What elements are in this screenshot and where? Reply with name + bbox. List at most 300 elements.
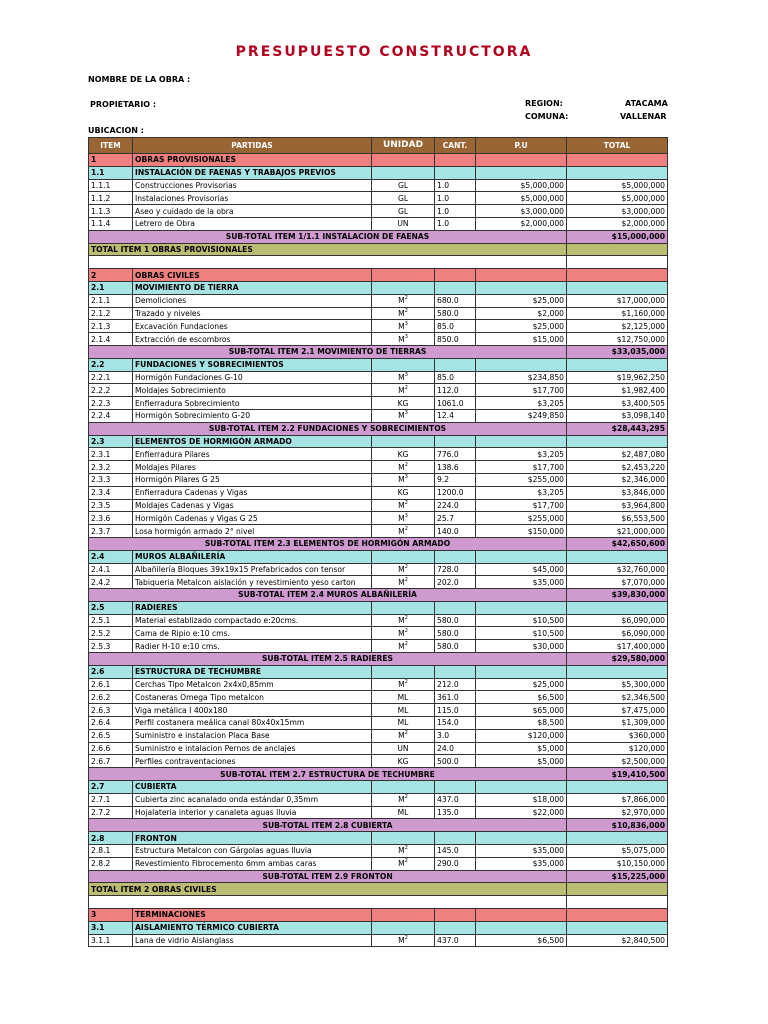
unit-price-cell: $234,850 (476, 371, 567, 384)
subtotal-label: SUB-TOTAL ITEM 1/1.1 INSTALACION DE FAENAS (89, 230, 567, 243)
total-cell: $17,400,000 (567, 640, 668, 653)
empty-cell (476, 665, 567, 678)
quantity-cell: 580.0 (435, 614, 476, 627)
item-cell: 2.6.7 (89, 755, 133, 768)
item-cell: 2.1.3 (89, 320, 133, 333)
quantity-cell: 9.2 (435, 473, 476, 486)
empty-cell (476, 281, 567, 294)
section-title: INSTALACIÓN DE FAENAS Y TRABAJOS PREVIOS (133, 166, 372, 179)
propietario-label: PROPIETARIO : (90, 100, 157, 109)
subtotal-label: SUB-TOTAL ITEM 2.3 ELEMENTOS DE HORMIGÓN ARMADO (89, 537, 567, 550)
table-row (89, 217, 668, 230)
total-cell: $3,846,000 (567, 486, 668, 499)
subtotal-label: SUB-TOTAL ITEM 2.9 FRONTON (89, 870, 567, 883)
total-cell: $19,962,250 (567, 371, 668, 384)
subtotal-label: SUB-TOTAL ITEM 2.2 FUNDACIONES Y SOBRECIMIENTOS (89, 422, 567, 435)
empty-cell (567, 281, 668, 294)
item-cell: 2.7.1 (89, 793, 133, 806)
unit-cell (372, 473, 435, 486)
item-cell: 2.6.1 (89, 678, 133, 691)
unit-text: M (398, 411, 405, 421)
total-amount (567, 243, 668, 256)
subtotal-label: SUB-TOTAL ITEM 2.5 RADIERES (89, 653, 567, 666)
item-cell: 2.3.1 (89, 448, 133, 461)
quantity-cell: 212.0 (435, 678, 476, 691)
total-cell: $6,090,000 (567, 614, 668, 627)
total-cell: $2,487,080 (567, 448, 668, 461)
unit-text: M (398, 462, 405, 472)
unit-price-cell: $65,000 (476, 704, 567, 717)
empty-cell (567, 358, 668, 371)
unit-text: M (398, 936, 405, 945)
quantity-cell: 580.0 (435, 627, 476, 640)
total-cell: $6,090,000 (567, 627, 668, 640)
unit-text: ML (397, 692, 409, 702)
col-header-unidad: UNIDAD (372, 138, 435, 154)
unit-exponent: 3 (404, 320, 408, 327)
partida-cell: Letrero de Obra (133, 217, 372, 230)
unit-text: M (398, 296, 405, 306)
quantity-cell: 112.0 (435, 384, 476, 397)
unit-price-cell: $5,000,000 (476, 192, 567, 205)
table-row (89, 294, 668, 307)
empty-cell (372, 909, 435, 922)
subtotal-label: SUB-TOTAL ITEM 2.1 MOVIMIENTO DE TIERRAS (89, 345, 567, 358)
unit-cell (372, 563, 435, 576)
section-number: 2.3 (89, 435, 133, 448)
item-cell: 1.1.4 (89, 217, 133, 230)
unit-text: UN (397, 744, 409, 754)
unit-price-cell: $5,000 (476, 742, 567, 755)
total-cell: $1,982,400 (567, 384, 668, 397)
unit-text: M (398, 372, 405, 382)
unit-price-cell: $3,205 (476, 397, 567, 410)
unit-price-cell: $2,000 (476, 307, 567, 320)
unit-text: M (398, 500, 405, 510)
unit-cell (372, 678, 435, 691)
table-row (89, 192, 668, 205)
quantity-cell: 85.0 (435, 320, 476, 333)
unit-exponent: 2 (404, 307, 408, 314)
partida-cell: Hormigón Pilares G 25 (133, 473, 372, 486)
unit-price-cell: $10,500 (476, 614, 567, 627)
total-cell: $2,125,000 (567, 320, 668, 333)
unit-price-cell: $3,205 (476, 448, 567, 461)
total-cell: $2,500,000 (567, 755, 668, 768)
subtotal-row (89, 819, 668, 832)
unit-exponent: 2 (404, 640, 408, 647)
subtotal-row (89, 537, 668, 550)
total-cell: $7,866,000 (567, 793, 668, 806)
quantity-cell: 1200.0 (435, 486, 476, 499)
unit-cell (372, 320, 435, 333)
unit-cell (372, 691, 435, 704)
unit-exponent: 2 (404, 794, 408, 801)
subtotal-row (89, 768, 668, 781)
empty-cell (372, 269, 435, 282)
unit-cell (372, 486, 435, 499)
table-row (89, 857, 668, 870)
item-cell: 2.8.1 (89, 845, 133, 858)
subsection-row (89, 281, 668, 294)
unit-cell (372, 217, 435, 230)
ubicacion-label: UBICACION : (88, 126, 144, 135)
col-header-partidas: PARTIDAS (133, 138, 372, 154)
item-cell: 2.2.1 (89, 371, 133, 384)
section-row (89, 154, 668, 167)
partida-cell: Enfierradura Cadenas y Vigas (133, 486, 372, 499)
subsection-row (89, 665, 668, 678)
section-number: 1 (89, 154, 133, 167)
empty-cell (476, 166, 567, 179)
unit-price-cell: $17,700 (476, 461, 567, 474)
section-number: 3.1 (89, 921, 133, 934)
unit-text: ML (397, 705, 409, 715)
unit-exponent: 3 (404, 333, 408, 340)
unit-text: M (398, 308, 405, 318)
unit-cell (372, 192, 435, 205)
section-row (89, 909, 668, 922)
section-number: 3 (89, 909, 133, 922)
unit-cell (372, 857, 435, 870)
empty-cell (435, 832, 476, 845)
table-row (89, 563, 668, 576)
partida-cell: Cerchas Tipo Metalcon 2x4x0,85mm (133, 678, 372, 691)
item-cell: 2.3.6 (89, 512, 133, 525)
item-cell: 2.4.2 (89, 576, 133, 589)
comuna-label: COMUNA: (525, 112, 569, 121)
section-title: MUROS ALBAÑILERÍA (133, 550, 372, 563)
blank-cell (89, 896, 567, 909)
partida-cell: Revestimiento Fibrocemento 6mm ambas caras (133, 857, 372, 870)
unit-text: M (398, 859, 405, 869)
empty-cell (435, 269, 476, 282)
quantity-cell: 140.0 (435, 525, 476, 538)
table-row (89, 179, 668, 192)
section-number: 2 (89, 269, 133, 282)
unit-text: GL (397, 206, 409, 216)
unit-cell (372, 576, 435, 589)
item-cell: 1.1.1 (89, 179, 133, 192)
table-row (89, 845, 668, 858)
subsection-row (89, 550, 668, 563)
unit-cell (372, 934, 435, 947)
subtotal-label: SUB-TOTAL ITEM 2.7 ESTRUCTURA DE TECHUMBRE (89, 768, 567, 781)
unit-exponent: 2 (404, 730, 408, 737)
partida-cell: Enfierradura Sobrecimiento (133, 397, 372, 410)
unit-price-cell: $3,000,000 (476, 205, 567, 218)
empty-cell (567, 550, 668, 563)
obra-label: NOMBRE DE LA OBRA : (88, 75, 191, 84)
unit-cell (372, 384, 435, 397)
empty-cell (567, 435, 668, 448)
quantity-cell: 25.7 (435, 512, 476, 525)
item-cell: 2.3.3 (89, 473, 133, 486)
quantity-cell: 138.6 (435, 461, 476, 474)
subsection-row (89, 435, 668, 448)
unit-cell (372, 525, 435, 538)
section-number: 1.1 (89, 166, 133, 179)
partida-cell: Lana de vidrio Aislanglass (133, 934, 372, 947)
subtotal-amount: $39,830,000 (567, 589, 668, 602)
item-cell: 2.5.1 (89, 614, 133, 627)
unit-price-cell: $255,000 (476, 512, 567, 525)
table-row (89, 640, 668, 653)
unit-price-cell: $17,700 (476, 499, 567, 512)
partida-cell: Instalaciones Provisorias (133, 192, 372, 205)
table-row (89, 729, 668, 742)
unit-price-cell: $25,000 (476, 294, 567, 307)
item-cell: 3.1.1 (89, 934, 133, 947)
empty-cell (372, 166, 435, 179)
subtotal-amount: $33,035,000 (567, 345, 668, 358)
unit-text: M (398, 680, 405, 690)
subtotal-amount: $42,650,600 (567, 537, 668, 550)
empty-cell (476, 435, 567, 448)
partida-cell: Trazado y niveles (133, 307, 372, 320)
subtotal-amount: $28,443,295 (567, 422, 668, 435)
item-cell: 2.8.2 (89, 857, 133, 870)
section-number: 2.1 (89, 281, 133, 294)
quantity-cell: 1.0 (435, 192, 476, 205)
table-row (89, 307, 668, 320)
partida-cell: Perfil costanera meálica canal 80x40x15mm (133, 717, 372, 730)
section-number: 2.8 (89, 832, 133, 845)
table-row (89, 717, 668, 730)
section-number: 2.4 (89, 550, 133, 563)
total-cell: $3,000,000 (567, 205, 668, 218)
partida-cell: Perfiles contraventaciones (133, 755, 372, 768)
total-cell: $2,453,220 (567, 461, 668, 474)
table-row (89, 525, 668, 538)
unit-price-cell: $22,000 (476, 806, 567, 819)
unit-cell (372, 806, 435, 819)
budget-table (88, 137, 668, 947)
unit-price-cell: $5,000 (476, 755, 567, 768)
item-cell: 2.1.2 (89, 307, 133, 320)
table-row (89, 512, 668, 525)
subtotal-row (89, 422, 668, 435)
quantity-cell: 1.0 (435, 179, 476, 192)
unit-cell (372, 614, 435, 627)
unit-text: M (398, 513, 405, 523)
unit-cell (372, 307, 435, 320)
table-row (89, 409, 668, 422)
item-cell: 2.5.3 (89, 640, 133, 653)
col-header-cant: CANT. (435, 138, 476, 154)
total-label: TOTAL ITEM 2 OBRAS CIVILES (89, 883, 567, 896)
quantity-cell: 202.0 (435, 576, 476, 589)
quantity-cell: 85.0 (435, 371, 476, 384)
empty-cell (567, 154, 668, 167)
empty-cell (435, 665, 476, 678)
unit-cell (372, 179, 435, 192)
empty-cell (567, 601, 668, 614)
empty-cell (435, 601, 476, 614)
unit-text: M (398, 628, 405, 638)
unit-text: M (398, 564, 405, 574)
partida-cell: Viga metálica I 400x180 (133, 704, 372, 717)
unit-text: M (398, 731, 405, 741)
subtotal-label: SUB-TOTAL ITEM 2.4 MUROS ALBAÑILERÍA (89, 589, 567, 602)
unit-cell (372, 729, 435, 742)
unit-text: GL (397, 193, 409, 203)
item-cell: 2.2.2 (89, 384, 133, 397)
partida-cell: Extracción de escombros (133, 333, 372, 346)
item-cell: 2.6.4 (89, 717, 133, 730)
subsection-row (89, 781, 668, 794)
unit-price-cell: $35,000 (476, 576, 567, 589)
item-cell: 1.1.3 (89, 205, 133, 218)
unit-text: M (398, 577, 405, 587)
total-cell: $5,000,000 (567, 192, 668, 205)
section-row (89, 269, 668, 282)
unit-price-cell: $6,500 (476, 691, 567, 704)
partida-cell: Moldajes Pilares (133, 461, 372, 474)
partida-cell: Tabiqueria Metalcon aislación y revestimiento yeso carton (133, 576, 372, 589)
partida-cell: Enfierradura Pilares (133, 448, 372, 461)
empty-cell (372, 358, 435, 371)
table-row (89, 627, 668, 640)
unit-cell (372, 397, 435, 410)
item-cell: 2.2.3 (89, 397, 133, 410)
subsection-row (89, 921, 668, 934)
unit-price-cell: $8,500 (476, 717, 567, 730)
table-row (89, 448, 668, 461)
unit-text: KG (397, 398, 409, 408)
section-title: OBRAS CIVILES (133, 269, 372, 282)
total-cell: $2,970,000 (567, 806, 668, 819)
partida-cell: Aseo y cuidado de la obra (133, 205, 372, 218)
section-title: FRONTON (133, 832, 372, 845)
empty-cell (372, 154, 435, 167)
empty-cell (567, 665, 668, 678)
total-cell: $1,160,000 (567, 307, 668, 320)
unit-cell (372, 512, 435, 525)
partida-cell: Losa hormigón armado 2° nivel (133, 525, 372, 538)
unit-exponent: 2 (404, 576, 408, 583)
table-row (89, 384, 668, 397)
empty-cell (567, 269, 668, 282)
partida-cell: Demoliciones (133, 294, 372, 307)
empty-cell (567, 781, 668, 794)
item-cell: 2.3.5 (89, 499, 133, 512)
quantity-cell: 135.0 (435, 806, 476, 819)
empty-cell (435, 781, 476, 794)
total-cell: $21,000,000 (567, 525, 668, 538)
unit-text: M (398, 526, 405, 536)
unit-cell (372, 755, 435, 768)
unit-text: ML (397, 808, 409, 818)
quantity-cell: 776.0 (435, 448, 476, 461)
section-title: TERMINACIONES (133, 909, 372, 922)
unit-price-cell: $25,000 (476, 320, 567, 333)
subtotal-row (89, 870, 668, 883)
comuna-value: VALLENAR (620, 112, 667, 121)
item-cell: 2.3.4 (89, 486, 133, 499)
unit-price-cell: $45,000 (476, 563, 567, 576)
unit-price-cell: $18,000 (476, 793, 567, 806)
total-cell: $5,300,000 (567, 678, 668, 691)
partida-cell: Cama de Ripio e:10 cms. (133, 627, 372, 640)
unit-exponent: 3 (404, 512, 408, 519)
unit-exponent: 2 (404, 461, 408, 468)
partida-cell: Estructura Metalcon con Gárgolas aguas lluvia (133, 845, 372, 858)
unit-cell (372, 640, 435, 653)
total-cell: $360,000 (567, 729, 668, 742)
section-number: 2.7 (89, 781, 133, 794)
unit-text: KG (397, 449, 409, 459)
unit-cell (372, 371, 435, 384)
empty-cell (435, 550, 476, 563)
unit-text: M (398, 641, 405, 651)
unit-exponent: 2 (404, 384, 408, 391)
empty-cell (372, 281, 435, 294)
empty-cell (435, 154, 476, 167)
partida-cell: Excavación Fundaciones (133, 320, 372, 333)
subsection-row (89, 166, 668, 179)
subtotal-row (89, 589, 668, 602)
table-row (89, 704, 668, 717)
empty-cell (435, 909, 476, 922)
section-title: FUNDACIONES Y SOBRECIMIENTOS (133, 358, 372, 371)
unit-text: KG (397, 488, 409, 498)
total-cell: $7,070,000 (567, 576, 668, 589)
unit-exponent: 2 (404, 615, 408, 622)
unit-price-cell: $249,850 (476, 409, 567, 422)
unit-price-cell: $15,000 (476, 333, 567, 346)
subsection-row (89, 832, 668, 845)
table-row (89, 333, 668, 346)
partida-cell: Moldajes Cadenas y Vigas (133, 499, 372, 512)
section-number: 2.6 (89, 665, 133, 678)
total-cell: $5,000,000 (567, 179, 668, 192)
total-cell: $10,150,000 (567, 857, 668, 870)
unit-cell (372, 793, 435, 806)
table-row (89, 371, 668, 384)
quantity-cell: 580.0 (435, 640, 476, 653)
item-cell: 2.3.2 (89, 461, 133, 474)
quantity-cell: 850.0 (435, 333, 476, 346)
subtotal-row (89, 345, 668, 358)
total-cell: $12,750,000 (567, 333, 668, 346)
total-cell: $5,075,000 (567, 845, 668, 858)
table-row (89, 576, 668, 589)
quantity-cell: 290.0 (435, 857, 476, 870)
quantity-cell: 437.0 (435, 934, 476, 947)
quantity-cell: 115.0 (435, 704, 476, 717)
blank-cell (567, 896, 668, 909)
quantity-cell: 1061.0 (435, 397, 476, 410)
item-cell: 2.2.4 (89, 409, 133, 422)
table-row (89, 320, 668, 333)
unit-cell (372, 717, 435, 730)
item-cell: 1.1.2 (89, 192, 133, 205)
empty-cell (435, 435, 476, 448)
item-cell: 2.1.4 (89, 333, 133, 346)
region-value: ATACAMA (625, 99, 668, 108)
empty-cell (476, 550, 567, 563)
unit-text: ML (397, 718, 409, 728)
unit-price-cell: $10,500 (476, 627, 567, 640)
unit-exponent: 2 (404, 935, 408, 941)
unit-cell (372, 461, 435, 474)
unit-price-cell: $17,700 (476, 384, 567, 397)
empty-cell (372, 550, 435, 563)
total-cell: $3,964,800 (567, 499, 668, 512)
partida-cell: Suministro e instalacion Placa Base (133, 729, 372, 742)
table-body (89, 154, 668, 947)
